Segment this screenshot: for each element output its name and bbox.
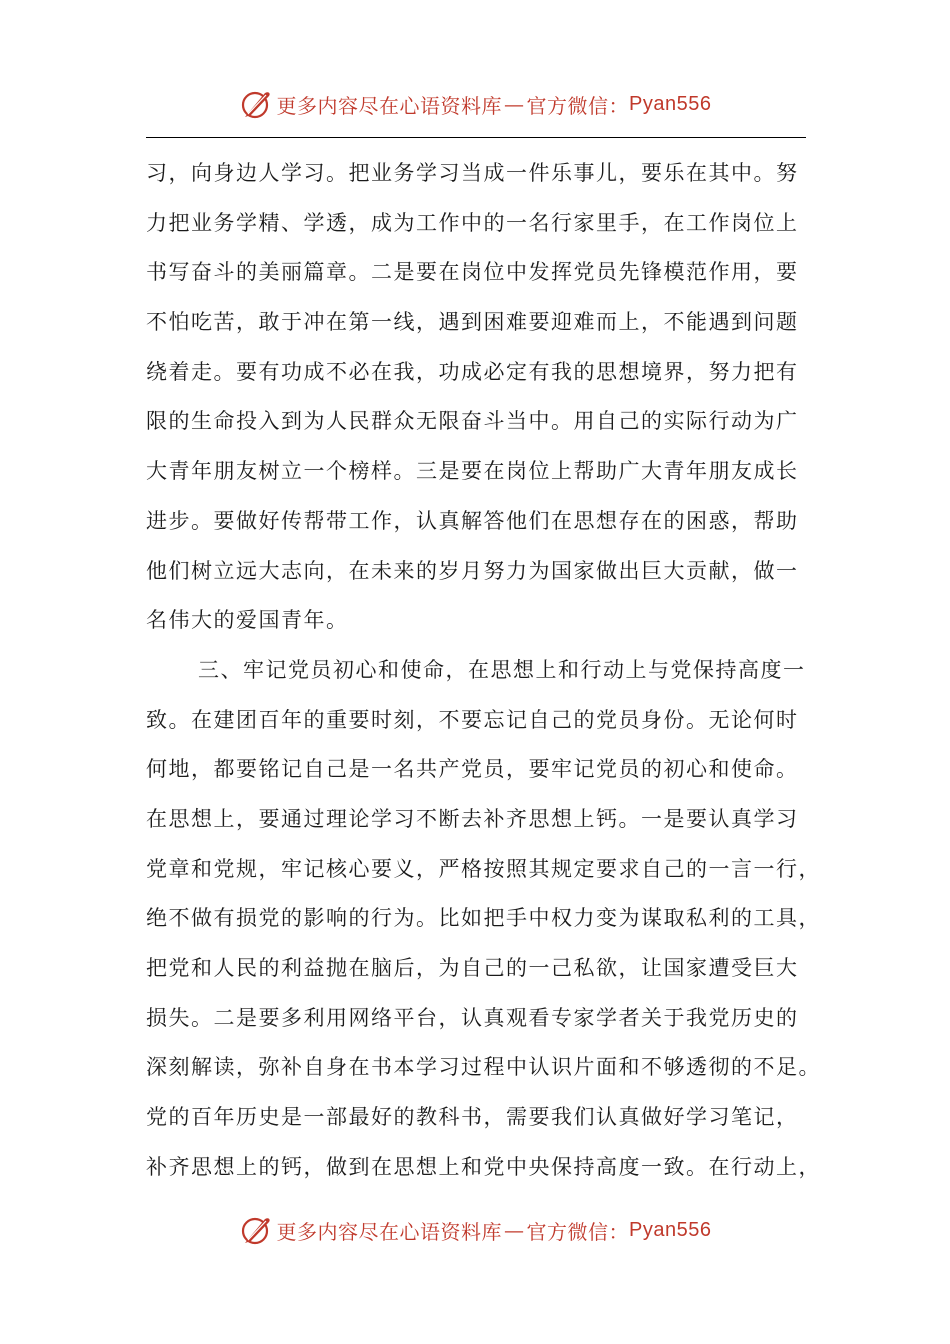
text-line: 何地，都要铭记自己是一名共产党员，要牢记党员的初心和使命。 [146,757,799,782]
text-line: 补齐思想上的钙，做到在思想上和党中央保持高度一致。在行动上， [146,1154,821,1179]
footer-banner-wechat-id: Pyan556 [629,1218,712,1241]
footer-banner-label: 官方微信： [526,1219,630,1244]
paragraph-heading-line: 三、牢记党员初心和使命，在思想上和行动上与党保持高度一 [198,657,806,682]
text-line: 致。在建团百年的重要时刻，不要忘记自己的党员身份。无论何时 [146,707,799,732]
quill-logo-icon [239,1213,273,1247]
text-line: 绝不做有损党的影响的行为。比如把手中权力变为谋取私利的工具， [146,906,821,931]
header-banner [0,86,950,122]
header-banner-wechat-id: Pyan556 [629,92,712,115]
text-line: 进步。要做好传帮带工作，认真解答他们在思想存在的困惑，帮助 [146,508,799,533]
text-line: 深刻解读，弥补自身在书本学习过程中认识片面和不够透彻的不足。 [146,1055,821,1080]
text-line: 把党和人民的利益抛在脑后，为自己的一己私欲，让国家遭受巨大 [146,956,799,980]
header-banner-label: 官方微信： [526,93,630,118]
text-line: 绕着走。要有功成不必在我，功成必定有我的思想境界，努力把有 [146,359,799,384]
text-line: 限的生命投入到为人民群众无限奋斗当中。用自己的实际行动为广 [146,409,799,434]
text-line: 习，向身边人学习。把业务学习当成一件乐事儿，要乐在其中。努 [146,161,799,185]
text-line: 力把业务学精、学透，成为工作中的一名行家里手，在工作岗位上 [146,210,799,235]
header-banner-text [277,90,712,119]
footer-banner-main: 更多内容尽在心语资料库 [276,1219,503,1244]
footer-banner [0,1212,950,1248]
text-line: 大青年朋友树立一个榜样。三是要在岗位上帮助广大青年朋友成长 [146,459,799,484]
document-body [146,149,821,1192]
footer-banner-text [277,1216,712,1245]
text-line: 党的百年历史是一部最好的教科书，需要我们认真做好学习笔记， [146,1105,799,1130]
header-banner-separator: — [504,92,525,116]
header-divider [146,137,806,138]
text-line: 他们树立远大志向，在未来的岁月努力为国家做出巨大贡献，做一 [146,558,799,583]
text-line: 名伟大的爱国青年。 [146,608,349,633]
quill-logo-icon [239,87,273,121]
text-line: 损失。二是要多利用网络平台，认真观看专家学者关于我党历史的 [146,1005,799,1030]
text-line: 党章和党规，牢记核心要义，严格按照其规定要求自己的一言一行， [146,856,821,881]
header-banner-main: 更多内容尽在心语资料库 [276,93,503,118]
text-line: 不怕吃苦，敢于冲在第一线，遇到困难要迎难而上，不能遇到问题 [146,310,799,335]
footer-banner-separator: — [504,1218,525,1242]
text-line: 书写奋斗的美丽篇章。二是要在岗位中发挥党员先锋模范作用，要 [146,260,799,285]
text-line: 在思想上，要通过理论学习不断去补齐思想上钙。一是要认真学习 [146,806,799,831]
